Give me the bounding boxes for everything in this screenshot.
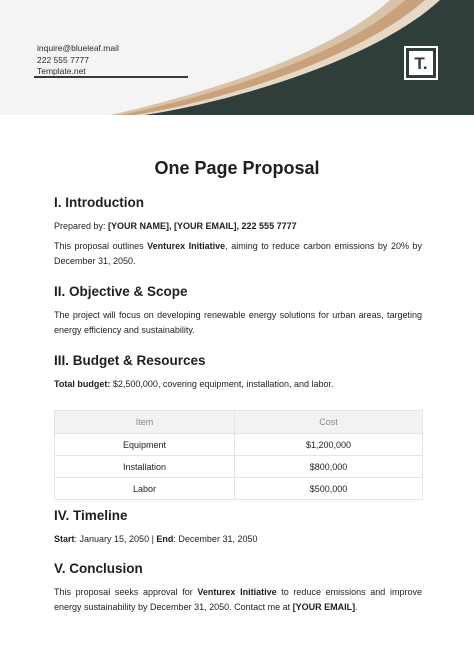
section-budget [54, 353, 422, 392]
contact-underline [34, 76, 188, 78]
contact-phone: 222 555 7777 [37, 54, 89, 65]
intro-text-after: , aiming to reduce carbon emissions by 20% by December 31, 2050. [54, 241, 422, 266]
page-title: One Page Proposal [154, 158, 320, 178]
prepared-by [54, 219, 422, 234]
intro-heading: I. Introduction [54, 195, 144, 210]
section-conclusion [54, 561, 422, 615]
objective-heading: II. Objective & Scope [54, 284, 188, 299]
budget-total-label: Total budget: [54, 379, 111, 389]
timeline-end-label: End [156, 534, 174, 544]
table-row [55, 478, 423, 500]
table-cell-cost: $1,200,000 [235, 434, 423, 456]
section-timeline [54, 508, 422, 547]
contact-site[interactable]: Template.net [37, 66, 86, 76]
prepared-value: [YOUR NAME], [YOUR EMAIL], 222 555 7777 [108, 221, 297, 231]
timeline-text [54, 532, 422, 547]
logo [404, 46, 438, 80]
intro-initiative: Venturex Initiative [147, 241, 226, 251]
section-objective [54, 284, 422, 338]
prepared-label: Prepared by: [54, 221, 106, 231]
intro-text-before: This proposal outlines [54, 241, 144, 251]
timeline-start-value: : January 15, 2050 | [74, 534, 157, 544]
intro-text [54, 239, 422, 269]
timeline-heading: IV. Timeline [54, 508, 128, 523]
table-cell-cost: $500,000 [235, 478, 423, 500]
conclusion-initiative: Venturex Initiative [197, 587, 277, 597]
table-cell-item: Installation [55, 456, 235, 478]
budget-total-text: $2,500,000, covering equipment, installation, and labor. [110, 379, 334, 389]
conclusion-text-before: This proposal seeks approval for [54, 587, 198, 597]
objective-text: The project will focus on developing renewable energy solutions for urban areas, targeting energy efficiency and sustainability. [54, 310, 422, 335]
contact-block [37, 43, 119, 78]
logo-mark: T. [409, 51, 433, 75]
conclusion-email: [YOUR EMAIL] [292, 602, 356, 612]
timeline-start-label: Start [54, 534, 75, 544]
table-row [55, 434, 423, 456]
table-header-cost: Cost [235, 411, 423, 434]
budget-total [54, 377, 422, 392]
budget-table [54, 410, 423, 500]
table-cell-item: Equipment [55, 434, 235, 456]
section-introduction [54, 195, 422, 269]
conclusion-text [54, 585, 422, 615]
contact-email[interactable]: inquire@blueleaf.mail [37, 43, 119, 53]
table-row [55, 456, 423, 478]
conclusion-heading: V. Conclusion [54, 561, 143, 576]
conclusion-text-middle: to reduce emissions and improve energy sustainability by December 31, 2050. Contact me at [54, 587, 422, 612]
header-banner [0, 0, 474, 115]
table-cell-cost: $800,000 [235, 456, 423, 478]
table-header-row [55, 411, 423, 434]
budget-heading: III. Budget & Resources [54, 353, 206, 368]
timeline-end-value: : December 31, 2050 [173, 534, 258, 544]
table-cell-item: Labor [55, 478, 235, 500]
conclusion-text-end: . [355, 602, 358, 612]
table-header-item: Item [55, 411, 235, 434]
